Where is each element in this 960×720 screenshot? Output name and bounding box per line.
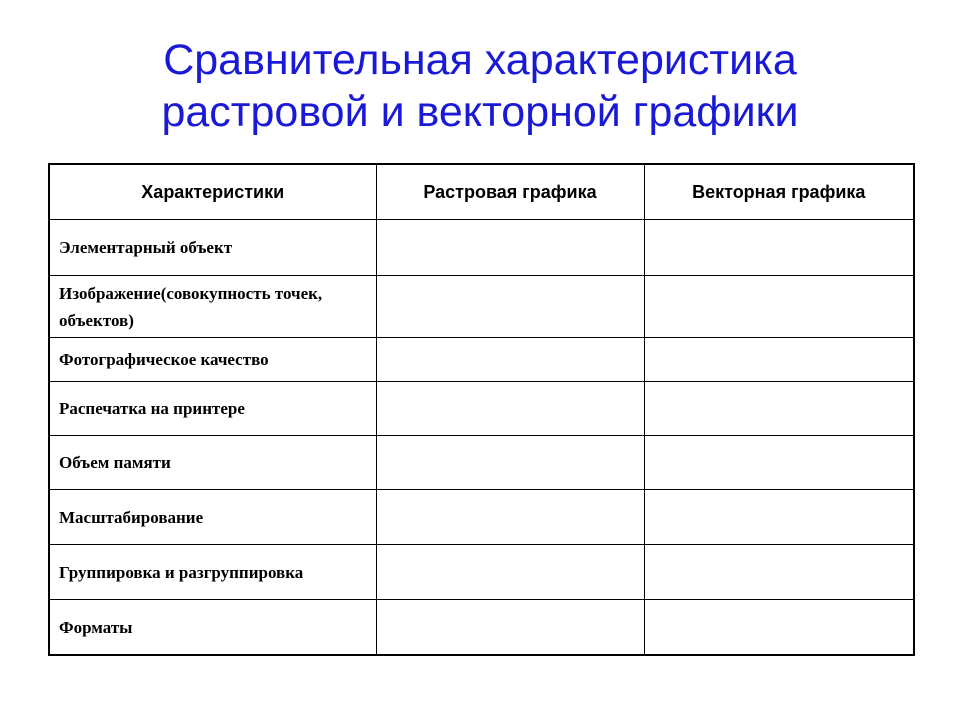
row-label: Масштабирование (49, 490, 376, 545)
table-row (49, 436, 914, 490)
table-row (49, 220, 914, 276)
slide-title-line-1: Сравнительная характеристика (163, 36, 797, 84)
raster-cell (376, 276, 644, 338)
raster-cell (376, 436, 644, 490)
table-row (49, 338, 914, 382)
slide-title-line-2: растровой и векторной графики (161, 88, 799, 136)
vector-cell (644, 220, 914, 276)
slide-title (0, 34, 960, 138)
raster-cell (376, 490, 644, 545)
raster-cell (376, 220, 644, 276)
vector-cell (644, 276, 914, 338)
raster-cell (376, 338, 644, 382)
raster-cell (376, 382, 644, 436)
vector-cell (644, 600, 914, 656)
vector-cell (644, 382, 914, 436)
vector-cell (644, 490, 914, 545)
raster-cell (376, 600, 644, 656)
row-label: Элементарный объект (49, 220, 376, 276)
raster-cell (376, 545, 644, 600)
row-label: Изображение(совокупность точек, объектов) (49, 276, 376, 338)
table-row (49, 490, 914, 545)
row-label: Объем памяти (49, 436, 376, 490)
row-label: Распечатка на принтере (49, 382, 376, 436)
table-row (49, 276, 914, 338)
vector-cell (644, 436, 914, 490)
header-vector-graphics: Векторная графика (644, 164, 914, 220)
header-raster-graphics: Растровая графика (376, 164, 644, 220)
row-label: Фотографическое качество (49, 338, 376, 382)
table-row (49, 382, 914, 436)
header-characteristics: Характеристики (49, 164, 376, 220)
table-row (49, 600, 914, 656)
table-header-row (49, 164, 914, 220)
comparison-table (48, 163, 915, 656)
vector-cell (644, 545, 914, 600)
row-label: Группировка и разгруппировка (49, 545, 376, 600)
vector-cell (644, 338, 914, 382)
table-row (49, 545, 914, 600)
row-label: Форматы (49, 600, 376, 656)
